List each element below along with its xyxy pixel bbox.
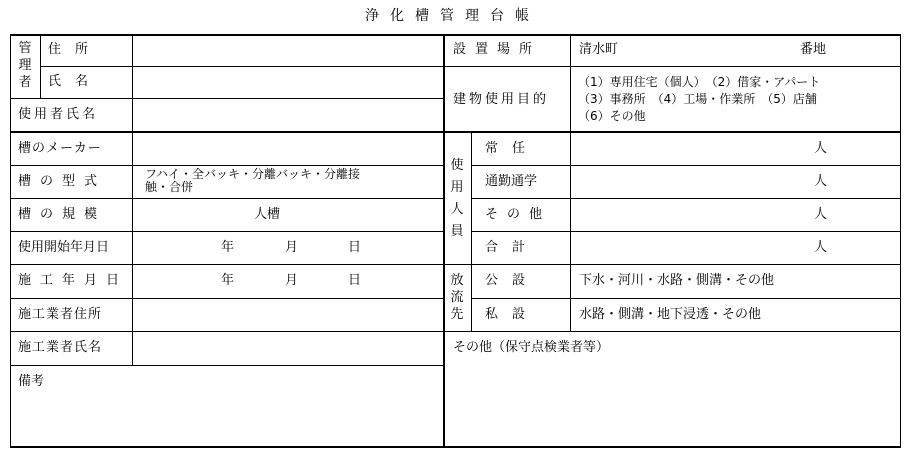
type-value-line2: 触・合併 — [145, 180, 194, 194]
name-label-text: 氏名 — [48, 74, 103, 89]
start-month: 月 — [285, 240, 299, 255]
contractor-address-label: 施工業者住所 — [18, 307, 103, 322]
location-lot: 番地 — [800, 42, 827, 57]
purpose-line2: （3）事務所 （4）工場・作業所 （5）店舗 — [578, 92, 817, 106]
resident-unit: 人 — [814, 141, 828, 156]
remarks-label: 備考 — [18, 374, 45, 389]
discharge-group-label: 放流先 — [450, 273, 464, 322]
manager-group-label: 管理者 — [18, 41, 32, 90]
commuter-label: 通勤通学 — [485, 174, 538, 189]
scale-value: 人槽 — [254, 207, 281, 222]
private-value: 水路・側溝・地下浸透・その他 — [579, 307, 762, 322]
maker-label: 槽のメーカー — [18, 141, 102, 156]
resident-label: 常任 — [485, 141, 540, 156]
start-date-label: 使用開始年月日 — [18, 240, 110, 255]
scale-label: 槽の規模 — [18, 207, 107, 222]
private-label: 私設 — [485, 307, 540, 322]
purpose-options — [578, 74, 820, 125]
public-label: 公設 — [485, 273, 540, 288]
address-label — [48, 42, 128, 57]
construction-date-label: 施工年月日 — [18, 273, 129, 288]
other-users-label: その他 — [485, 207, 552, 222]
other-notes-label: その他（保守点検業者等） — [453, 340, 610, 355]
location-label: 設置場所 — [453, 42, 542, 57]
users-group-label: 使用人員 — [450, 158, 464, 239]
user-name-label: 使用者氏名 — [18, 107, 99, 122]
commuter-unit: 人 — [814, 174, 828, 189]
other-users-unit: 人 — [814, 207, 828, 222]
total-label: 合計 — [485, 240, 540, 255]
purpose-line3: （6）その他 — [578, 109, 646, 123]
construction-year: 年 — [221, 273, 235, 288]
type-value-line1: フハイ・全バッキ・分離バッキ・分離接 — [145, 167, 361, 181]
type-value — [145, 168, 360, 194]
start-year: 年 — [221, 240, 235, 255]
purpose-line1: （1）専用住宅（個人） （2）借家・アパート — [578, 75, 821, 89]
purpose-label: 建物使用目的 — [453, 92, 550, 107]
location-town: 清水町 — [579, 42, 619, 57]
contractor-name-label: 施工業者氏名 — [18, 340, 103, 355]
address-label-text: 住所 — [48, 42, 103, 57]
construction-month: 月 — [285, 273, 299, 288]
total-unit: 人 — [814, 240, 828, 255]
type-label: 槽の型式 — [18, 174, 107, 189]
construction-day: 日 — [348, 273, 362, 288]
public-value: 下水・河川・水路・側溝・その他 — [579, 273, 775, 288]
page-title: 浄化槽管理台帳 — [365, 8, 540, 24]
start-day: 日 — [348, 240, 362, 255]
name-label — [48, 74, 128, 89]
